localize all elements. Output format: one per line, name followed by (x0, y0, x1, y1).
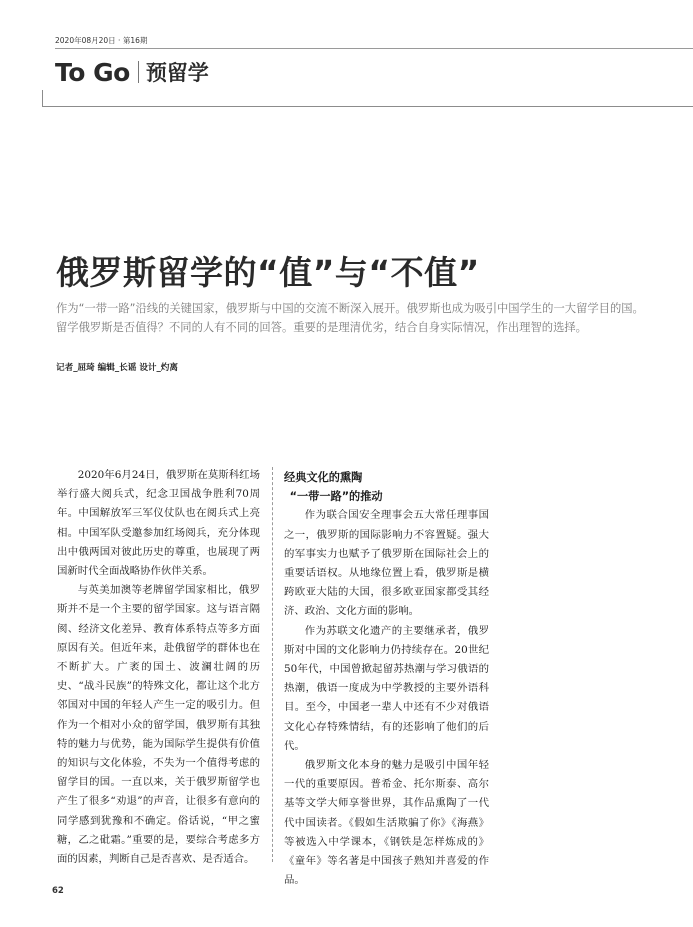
column-name-chinese: 预留学 (145, 60, 209, 85)
header-left-rule (42, 90, 43, 106)
column-divider (272, 467, 273, 862)
body-column-left (57, 466, 260, 869)
section-subheading: “一带一路”的推动 (289, 490, 383, 504)
body-paragraph: 作为联合国安全理事会五大常任理事国之一，俄罗斯的国际影响力不容置疑。强大的军事实力也赋予了俄罗斯在国际社会上的重要话语权。从地缘位置上看，俄罗斯是横跨欧亚大陆的大国，很多欧亚国家都受其经济、政治、文化方面的影响。 (284, 509, 489, 618)
body-column-right (284, 468, 489, 890)
article-credits: 记者_屈琦 编辑_长谣 设计_灼离 (56, 363, 178, 373)
article-title: 俄罗斯留学的“值”与“不值” (56, 253, 480, 292)
body-paragraph: 2020年6月24日，俄罗斯在莫斯科红场举行盛大阅兵式，纪念卫国战争胜利70周年。中国解放军三军仪仗队也在阅兵式上亮相。中国军队受邀参加红场阅兵，充分体现出中俄两国对彼此历史的尊重，也展现了两国新时代全面战略协作伙伴关系。 (57, 469, 260, 578)
body-paragraph: 作为苏联文化遗产的主要继承者，俄罗斯对中国的文化影响力仍持续存在。20世纪50年代，中国曾掀起留苏热潮与学习俄语的热潮，俄语一度成为中学教授的主要外语科目。至今，中国老一辈人中还有不少对俄语文化心存特殊情结，有的还影响了他们的后代。 (284, 624, 489, 752)
section-heading: 经典文化的熏陶 (284, 471, 363, 484)
column-header (55, 55, 209, 89)
column-name-separator (138, 61, 139, 83)
page-number: 62 (52, 886, 64, 896)
issue-date-line: 2020年08月20日 · 第16期 (55, 35, 693, 49)
article-lead: 作为“一带一路”沿线的关键国家，俄罗斯与中国的交流不断深入展开。俄罗斯也成为吸引中国学生的一大留学目的国。留学俄罗斯是否值得？不同的人有不同的回答。重要的是理清优劣，结合自身实际情况，作出理智的选择。 (56, 302, 644, 334)
body-paragraph: 与英美加澳等老牌留学国家相比，俄罗斯并不是一个主要的留学国家。这与语言隔阂、经济文化差异、教育体系特点等多方面原因有关。但近年来，赴俄留学的群体也在不断扩大。广袤的国土、波澜壮阔的历史、“战斗民族”的特殊文化，都让这个北方邻国对中国的年轻人产生一定的吸引力。但作为一个相对小众的留学国，俄罗斯有其独特的魅力与优势，能为国际学生提供有价值的知识与文化体验，不失为一个值得考虑的留学目的国。一直以来，关于俄罗斯留学也产生了很多“劝退”的声音，让很多有意向的同学感到犹豫和不确定。俗话说，“甲之蜜糖，乙之砒霜。”重要的是，要综合考虑多方面的因素，判断自己是否喜欢、是否适合。 (57, 584, 260, 866)
body-paragraph: 俄罗斯文化本身的魅力是吸引中国年轻一代的重要原因。普希金、托尔斯泰、高尔基等文学大师享誉世界，其作品熏陶了一代代中国读者。《假如生活欺骗了你》《海燕》等被选入中学课本，《钢铁是怎样炼成的》《童年》等名著是中国孩子熟知并喜爱的作品。 (284, 759, 489, 887)
header-rule (42, 106, 693, 107)
column-name-english: To Go (55, 57, 130, 87)
